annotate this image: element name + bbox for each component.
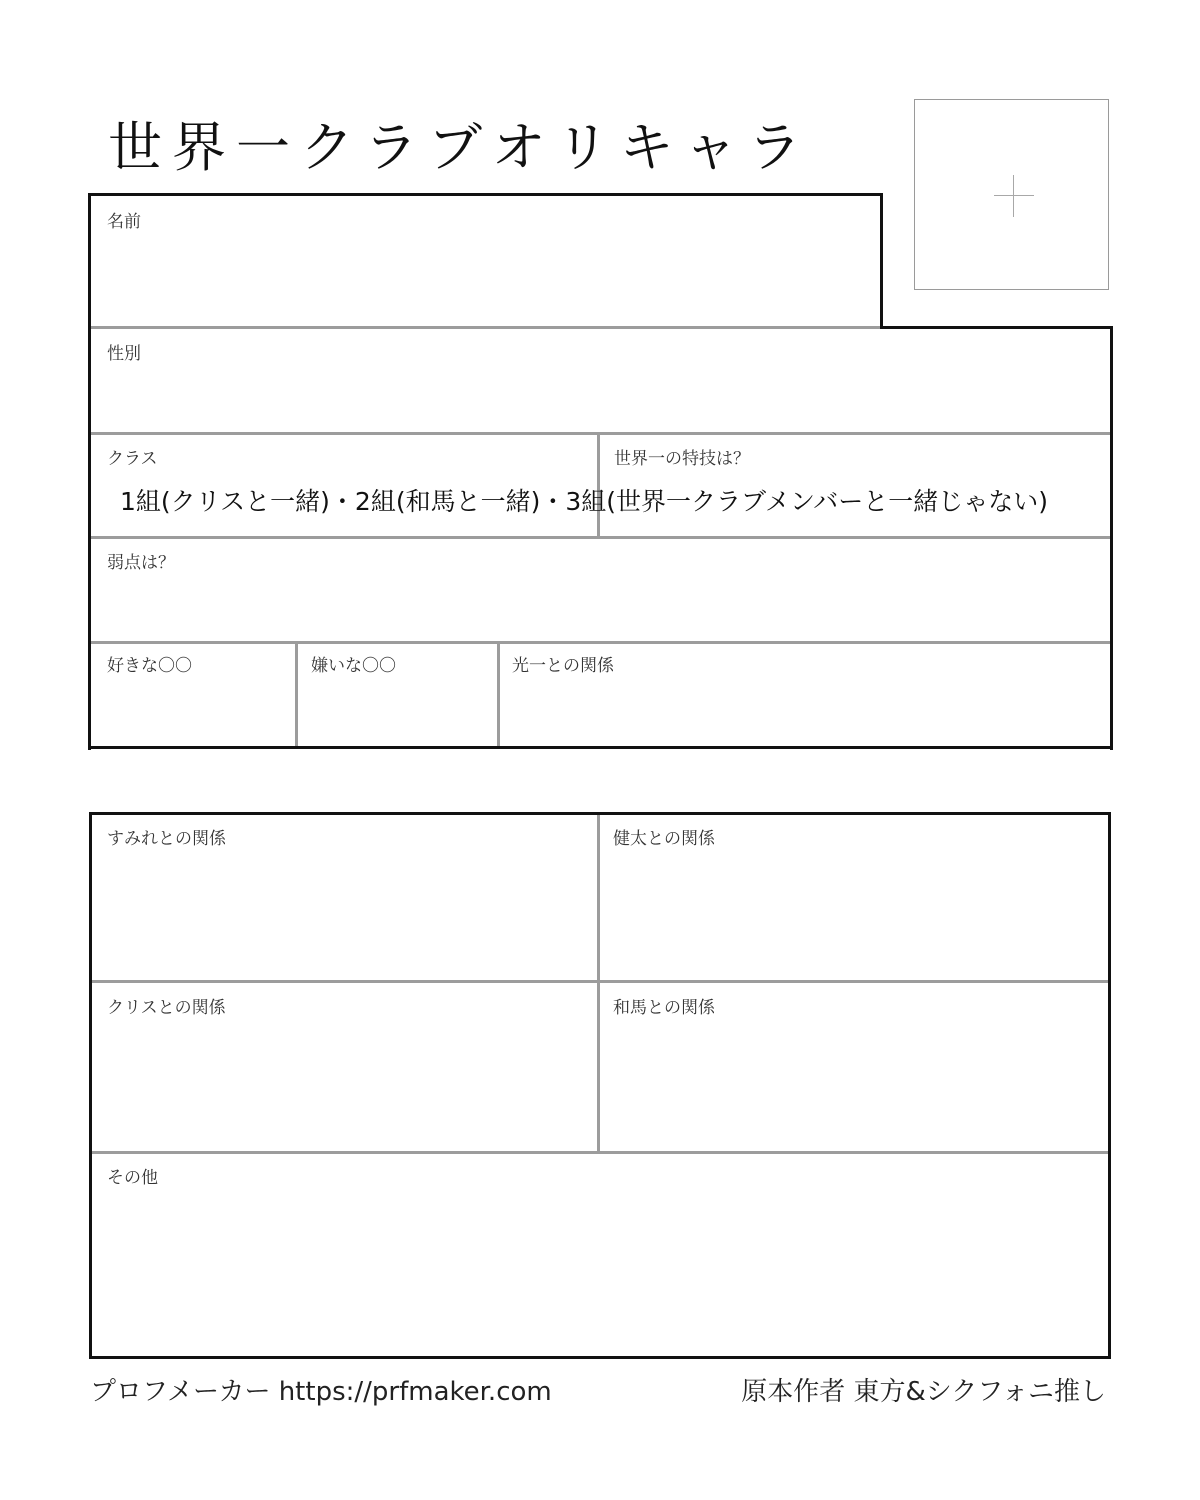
frame-step-border [880,326,1113,329]
relation-hikari-label[interactable]: 光一との関係 [512,656,614,676]
plus-icon-stem [1013,175,1014,217]
class-field-label[interactable]: クラス [107,449,158,469]
divider [295,644,298,746]
divider [597,815,600,1151]
frame-right-border [1110,326,1113,750]
other-field-label[interactable]: その他 [107,1168,158,1188]
likes-field-label[interactable]: 好きな〇〇 [107,656,192,676]
specialty-field-label[interactable]: 世界一の特技は？ [614,449,750,469]
divider [91,641,1110,644]
weakness-field-label[interactable]: 弱点は？ [107,553,175,573]
divider [91,536,1110,539]
frame-name-right-border [880,193,883,329]
relation-sumire-label[interactable]: すみれとの関係 [107,829,226,849]
page-title: 世界一クラブオリキャラ [108,116,812,179]
frame-right-border [1108,812,1111,1359]
frame-bottom-border [89,1356,1111,1359]
class-options-text: 1組(クリスと一緒)・2組(和馬と一緒)・3組(世界一クラブメンバーと一緒じゃない) [120,487,1048,516]
frame-top-border [89,812,1111,815]
frame-left-border [89,812,92,1359]
relation-kazuma-label[interactable]: 和馬との関係 [613,998,715,1018]
dislikes-field-label[interactable]: 嫌いな〇〇 [311,656,396,676]
divider [497,644,500,746]
divider [92,980,1108,983]
relation-kenta-label[interactable]: 健太との関係 [613,829,715,849]
photo-upload[interactable] [914,99,1109,290]
frame-bottom-border [88,746,1113,749]
divider [92,1151,1108,1154]
divider [91,432,1110,435]
maker-credit: プロフメーカー https://prfmaker.com [90,1377,552,1407]
divider [91,326,880,329]
gender-field-label[interactable]: 性別 [107,344,141,364]
frame-left-border [88,193,91,750]
frame-top-border [88,193,883,196]
plus-icon [994,195,1034,196]
relation-chris-label[interactable]: クリスとの関係 [107,998,226,1018]
author-credit: 原本作者 東方&シクフォニ推し [741,1377,1106,1407]
name-field-label[interactable]: 名前 [107,212,141,232]
